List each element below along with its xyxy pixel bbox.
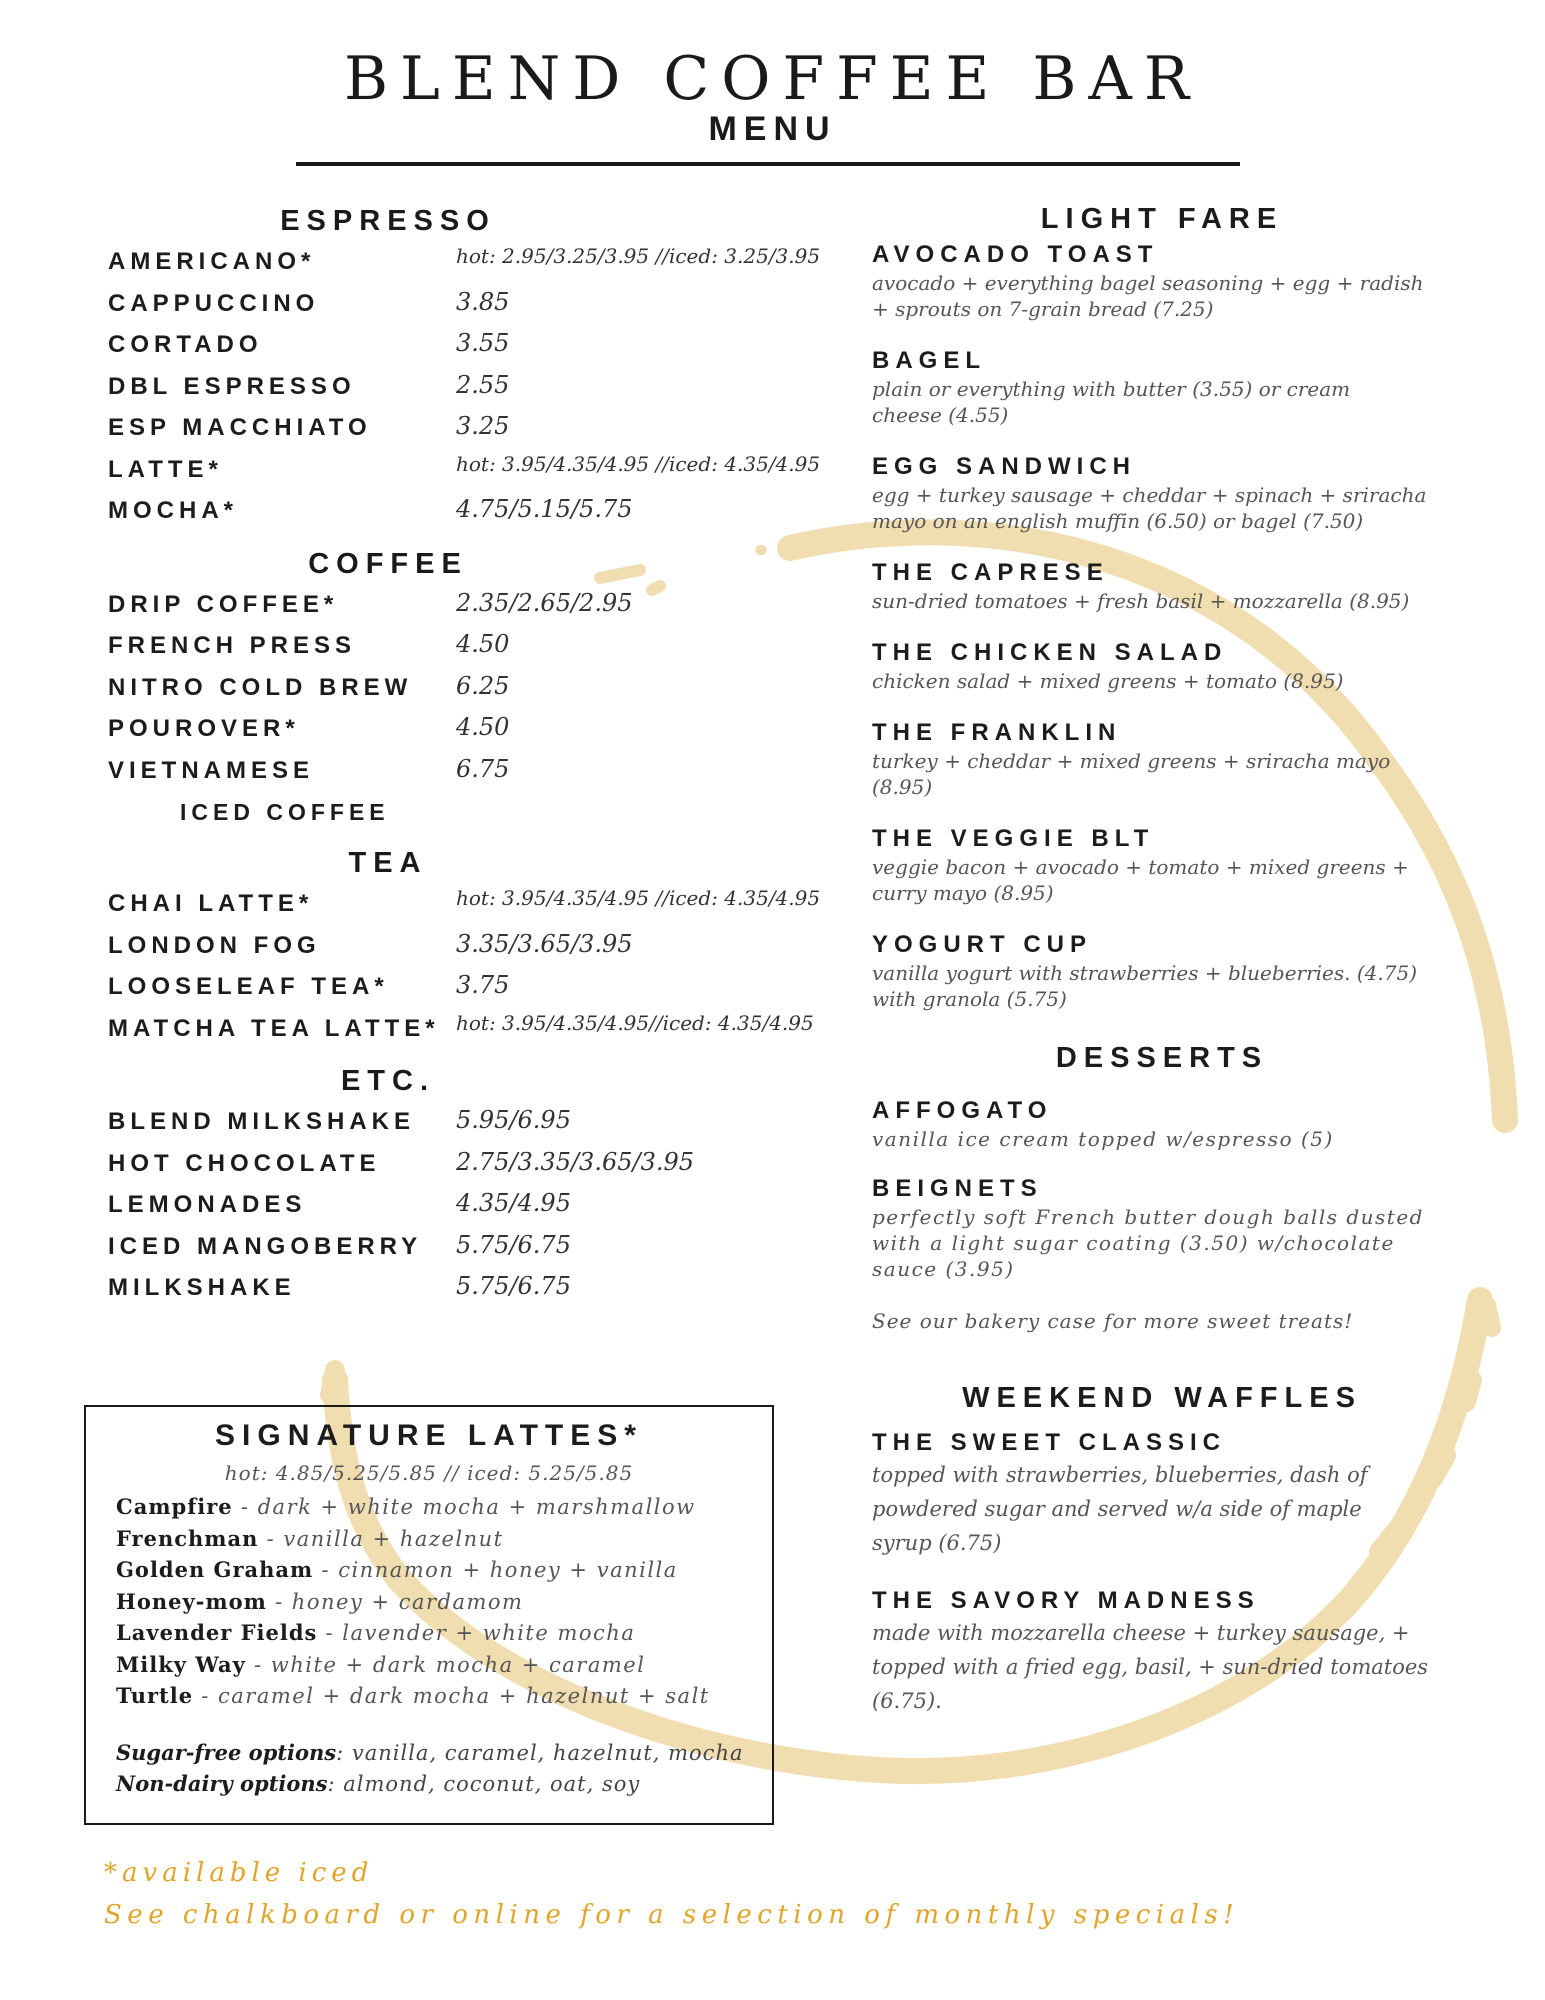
item-name: THE CAPRESE [872,559,1109,586]
item-description: vanilla yogurt with strawberries + blueberries. (4.75) [872,961,1417,985]
item-price: 4.50 [456,630,510,658]
menu-item [872,824,1452,906]
item-name: CHAI LATTE* [108,890,314,917]
signature-name: Turtle [116,1683,194,1708]
item-description: perfectly soft French butter dough balls dusted [872,1205,1424,1229]
etc-list [108,1102,828,1310]
menu-item [872,558,1452,614]
item-price: 3.75 [456,971,510,999]
menu-item [872,930,1452,1012]
bakery-note: See our bakery case for more sweet treats! [872,1309,1354,1333]
menu-item [108,668,828,710]
item-name: BAGEL [872,347,986,374]
item-description: topped with a fried egg, basil, + sun-dried tomatoes [872,1655,1429,1679]
signature-desc: - white + dark mocha + caramel [245,1652,646,1677]
item-description: (6.75). [872,1689,942,1713]
item-name: MILKSHAKE [108,1274,296,1301]
item-price: 2.75/3.35/3.65/3.95 [456,1147,695,1176]
item-price: hot: 3.95/4.35/4.95 //iced: 4.35/4.95 [456,886,821,910]
item-price: 3.55 [456,329,510,357]
section-title-espresso: ESPRESSO [280,205,496,237]
section-title-desserts: DESSERTS [1055,1042,1269,1074]
item-name: DBL ESPRESSO [108,372,356,400]
section-title-light-fare: LIGHT FARE [1040,203,1284,235]
light-fare-list [872,240,1452,1012]
item-price: 6.25 [456,671,510,700]
item-description: plain or everything with butter (3.55) or cream [872,377,1351,401]
non-dairy-label: Non-dairy options [116,1771,328,1796]
menu-item [872,638,1452,694]
item-name: CAPPUCCINO [108,289,320,317]
signature-title: SIGNATURE LATTES* [215,1419,643,1452]
item-description: + sprouts on 7-grain bread (7.25) [872,297,1214,321]
item-price: hot: 2.95/3.25/3.95 //iced: 3.25/3.95 [456,244,821,268]
sugar-free-label: Sugar-free options [116,1740,337,1765]
specials-note: See chalkboard or online for a selection of monthly specials! [104,1900,1240,1930]
menu-item [108,450,828,492]
waffles-list [872,1428,1452,1718]
menu-item [872,1096,1452,1152]
item-description: egg + turkey sausage + cheddar + spinach + sriracha [872,483,1427,507]
item-description: veggie bacon + avocado + tomato + mixed greens + [872,855,1409,879]
menu-item [108,751,828,793]
item-description: topped with strawberries, blueberries, dash of [872,1463,1368,1487]
item-name: MATCHA TEA LATTE* [108,1014,440,1042]
item-name: CORTADO [108,331,263,358]
item-name: LONDON FOG [108,931,321,959]
item-description: mayo on an english muffin (6.50) or bagel (7.50) [872,509,1364,533]
signature-list [116,1491,710,1712]
signature-name: Golden Graham [116,1557,314,1582]
espresso-list [108,242,828,533]
sugar-free-options [116,1737,744,1768]
item-name: AMERICANO* [108,248,316,275]
item-price: 2.35/2.65/2.95 [456,588,633,617]
signature-desc: - vanilla + hazelnut [258,1526,504,1551]
item-name: THE FRANKLIN [872,719,1122,746]
signature-name: Campfire [116,1494,233,1519]
item-description: turkey + cheddar + mixed greens + sriracha mayo [872,749,1391,773]
menu-item [872,718,1452,800]
item-price: 3.85 [456,287,510,316]
page-title: BLEND COFFEE BAR [343,44,1202,114]
item-name: AVOCADO TOAST [872,241,1159,268]
menu-item [108,491,828,533]
item-name: HOT CHOCOLATE [108,1149,381,1177]
signature-item [116,1617,710,1649]
menu-item [872,346,1452,428]
menu-item [108,242,828,284]
item-name: POUROVER* [108,715,300,742]
menu-item [108,284,828,326]
item-name: YOGURT CUP [872,931,1093,958]
signature-desc: - dark + white mocha + marshmallow [232,1495,696,1519]
section-title-etc: ETC. [340,1065,436,1097]
item-name-continuation: ICED COFFEE [180,799,390,825]
menu-item [872,1586,1452,1718]
iced-note: *available iced [104,1858,374,1888]
menu-item [108,367,828,409]
menu-item [872,1428,1452,1560]
item-description: with granola (5.75) [872,987,1067,1011]
item-name: THE VEGGIE BLT [872,825,1155,852]
item-description: cheese (4.55) [872,403,1009,427]
menu-item [108,1009,828,1051]
item-description: (8.95) [872,775,933,799]
item-name: MOCHA* [108,497,238,524]
signature-item [116,1523,710,1555]
item-description: chicken salad + mixed greens + tomato (8.95) [872,669,1344,693]
menu-item [872,240,1452,322]
signature-name: Honey-mom [116,1588,267,1614]
menu-item [108,1144,828,1186]
menu-item [108,408,828,450]
item-price: 4.50 [456,713,510,741]
menu-item [108,585,828,627]
signature-item [116,1680,710,1712]
item-description: sun-dried tomatoes + fresh basil + mozzarella (8.95) [872,589,1410,613]
section-title-coffee: COFFEE [308,547,468,580]
item-price: 6.75 [456,754,510,783]
signature-lattes-box [84,1405,774,1825]
signature-item [116,1586,710,1618]
item-price: 3.35/3.65/3.95 [456,929,633,958]
menu-item [108,626,828,668]
signature-desc: - caramel + dark mocha + hazelnut + salt [193,1684,710,1708]
signature-name: Lavender Fields [116,1620,318,1645]
item-name: BLEND MILKSHAKE [108,1108,415,1135]
signature-options [116,1737,744,1799]
menu-item [872,1174,1452,1282]
item-description: made with mozzarella cheese + turkey sausage, + [872,1621,1410,1645]
item-description: curry mayo (8.95) [872,881,1054,905]
left-column [108,200,828,1310]
item-name: BEIGNETS [872,1175,1043,1202]
signature-desc: - lavender + white mocha [317,1621,636,1645]
menu-item [108,967,828,1009]
item-name: ICED MANGOBERRY [108,1232,423,1260]
item-price: 5.75/6.75 [456,1272,571,1300]
item-name: FRENCH PRESS [108,632,357,659]
right-column [872,198,1452,1744]
signature-desc: - honey + cardamom [266,1589,524,1614]
item-name: LOOSELEAF TEA* [108,973,389,1000]
item-description: syrup (6.75) [872,1531,1002,1555]
item-price: 3.25 [456,412,510,440]
menu-item [108,884,828,926]
header-divider [296,162,1240,166]
item-name: EGG SANDWICH [872,453,1136,480]
item-price: 5.75/6.75 [456,1230,571,1259]
item-name: THE SWEET CLASSIC [872,1429,1227,1456]
menu-item [108,1227,828,1269]
page-subtitle: MENU [708,110,837,148]
signature-item [116,1649,710,1681]
signature-desc: - cinnamon + honey + vanilla [313,1558,678,1582]
coffee-list [108,585,828,833]
item-price: hot: 3.95/4.35/4.95 //iced: 4.35/4.95 [456,451,821,476]
item-name: THE SAVORY MADNESS [872,1587,1260,1614]
menu-item [108,709,828,751]
sugar-free-text: : vanilla, caramel, hazelnut, mocha [336,1741,744,1765]
item-description: with a light sugar coating (3.50) w/chocolate [872,1231,1395,1255]
desserts-list [872,1096,1452,1282]
menu-item [108,1102,828,1144]
item-description: avocado + everything bagel seasoning + egg + radish [872,271,1424,295]
item-name: LEMONADES [108,1191,307,1218]
menu-item [108,1268,828,1310]
item-description: sauce (3.95) [872,1257,1015,1281]
menu-item [872,452,1452,534]
item-price: 5.95/6.95 [456,1106,571,1134]
item-name: THE CHICKEN SALAD [872,639,1228,666]
item-price: 4.75/5.15/5.75 [456,495,633,523]
signature-name: Milky Way [116,1651,246,1677]
item-name: AFFOGATO [872,1097,1053,1124]
signature-prices: hot: 4.85/5.25/5.85 // iced: 5.25/5.85 [224,1461,634,1485]
section-title-weekend-waffles: WEEKEND WAFFLES [962,1382,1362,1414]
menu-item [108,1185,828,1227]
item-name: ESP MACCHIATO [108,414,372,441]
non-dairy-text: : almond, coconut, oat, soy [327,1772,641,1796]
menu-item [108,926,828,968]
signature-name: Frenchman [116,1525,259,1551]
item-description: vanilla ice cream topped w/espresso (5) [872,1127,1334,1151]
signature-item [116,1491,710,1523]
section-title-tea: TEA [348,847,428,879]
item-price: 2.55 [456,370,510,399]
item-price: 4.35/4.95 [456,1189,571,1217]
item-name: DRIP COFFEE* [108,590,339,618]
signature-item [116,1554,710,1586]
item-name: LATTE* [108,455,223,483]
item-description: powdered sugar and served w/a side of maple [872,1497,1362,1521]
item-name: NITRO COLD BREW [108,673,413,701]
item-price: hot: 3.95/4.35/4.95//iced: 4.35/4.95 [456,1010,814,1035]
item-name: VIETNAMESE [108,756,315,784]
tea-list [108,884,828,1050]
non-dairy-options [116,1768,744,1799]
menu-item [108,325,828,367]
